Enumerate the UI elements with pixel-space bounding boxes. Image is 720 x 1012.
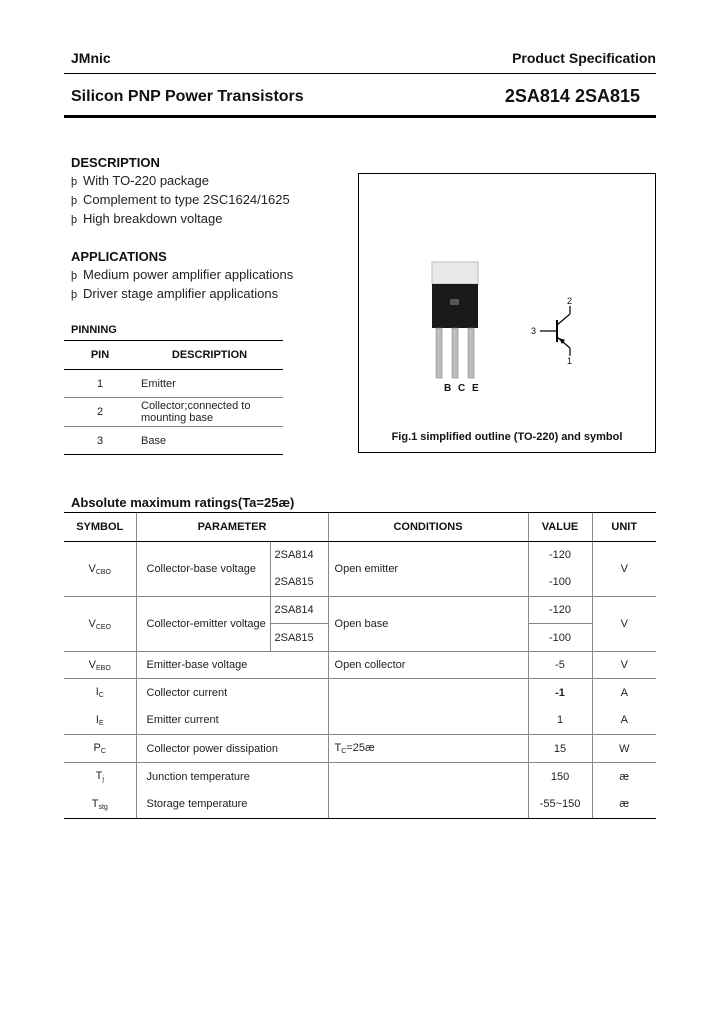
list-item: þ High breakdown voltage (71, 211, 223, 226)
symbol-pin-emitter-label: 1 (567, 356, 573, 366)
list-item: þ Complement to type 2SC1624/1625 (71, 192, 290, 207)
table-row: $I_E$ Emitter current 1 A (64, 707, 656, 735)
figure-caption: Fig.1 simplified outline (TO-220) and symbol (391, 431, 623, 443)
table-row: $I_C$ Collector current -1 A (64, 679, 656, 707)
applications-heading: APPLICATIONS (71, 249, 167, 264)
applications-list (71, 267, 293, 305)
table-row: $P_C$ Collector power dissipation $T_C=25æ$ 15 W (64, 735, 656, 763)
bullet-icon: þ (71, 176, 78, 188)
symbol-pin-base-label: 3 (531, 326, 537, 336)
table-row: 2SA815 -100 (64, 569, 656, 597)
description-list (71, 173, 290, 230)
table-row: 2 Collector;connected to mounting base (64, 398, 283, 427)
description-heading: DESCRIPTION (71, 155, 160, 170)
pinning-table (64, 340, 283, 455)
bullet-icon: þ (71, 289, 78, 301)
product-line-title: Silicon PNP Power Transistors (71, 88, 304, 105)
ratings-table (64, 512, 656, 819)
symbol-pin-collector-label: 2 (567, 296, 573, 306)
pinning-heading: PINNING (71, 324, 117, 336)
table-row: $T_j$ Junction temperature 150 æ (64, 763, 656, 791)
title-divider (64, 115, 656, 118)
table-header-row: SYMBOL PARAMETER CONDITIONS VALUE UNIT (64, 513, 656, 542)
table-row: 3 Base (64, 427, 283, 455)
list-item: þ Driver stage amplifier applications (71, 286, 279, 301)
list-item: þ With TO-220 package (71, 173, 209, 188)
list-item: þ Medium power amplifier applications (71, 267, 294, 282)
table-row: 2SA815 -100 (64, 624, 656, 652)
description-column-header: DESCRIPTION (136, 341, 283, 370)
bullet-icon: þ (71, 270, 78, 282)
document-type: Product Specification (512, 50, 656, 66)
table-row: 1 Emitter (64, 370, 283, 398)
bullet-icon: þ (71, 195, 78, 207)
package-pin-labels: B C E (444, 383, 481, 394)
table-row: $V_{CEO}$ Collector-emitter voltage 2SA814 Open base -120 V (64, 597, 656, 624)
bullet-icon: þ (71, 214, 78, 226)
header-divider (64, 73, 656, 74)
part-numbers-title: 2SA814 2SA815 (504, 86, 640, 106)
table-row: $T_{stg}$ Storage temperature -55~150 æ (64, 791, 656, 819)
ratings-heading: Absolute maximum ratings(Ta=25æ) (71, 495, 295, 510)
pin-column-header: PIN (64, 341, 136, 370)
to220-package-image (420, 258, 500, 388)
table-row: $V_{EBO}$ Emitter-base voltage Open collector -5 V (64, 652, 656, 679)
figure-box (358, 173, 656, 453)
company-name: JMnic (71, 50, 111, 66)
table-row: $V_{CBO}$ Collector-base voltage 2SA814 Open emitter -120 V (64, 542, 656, 569)
